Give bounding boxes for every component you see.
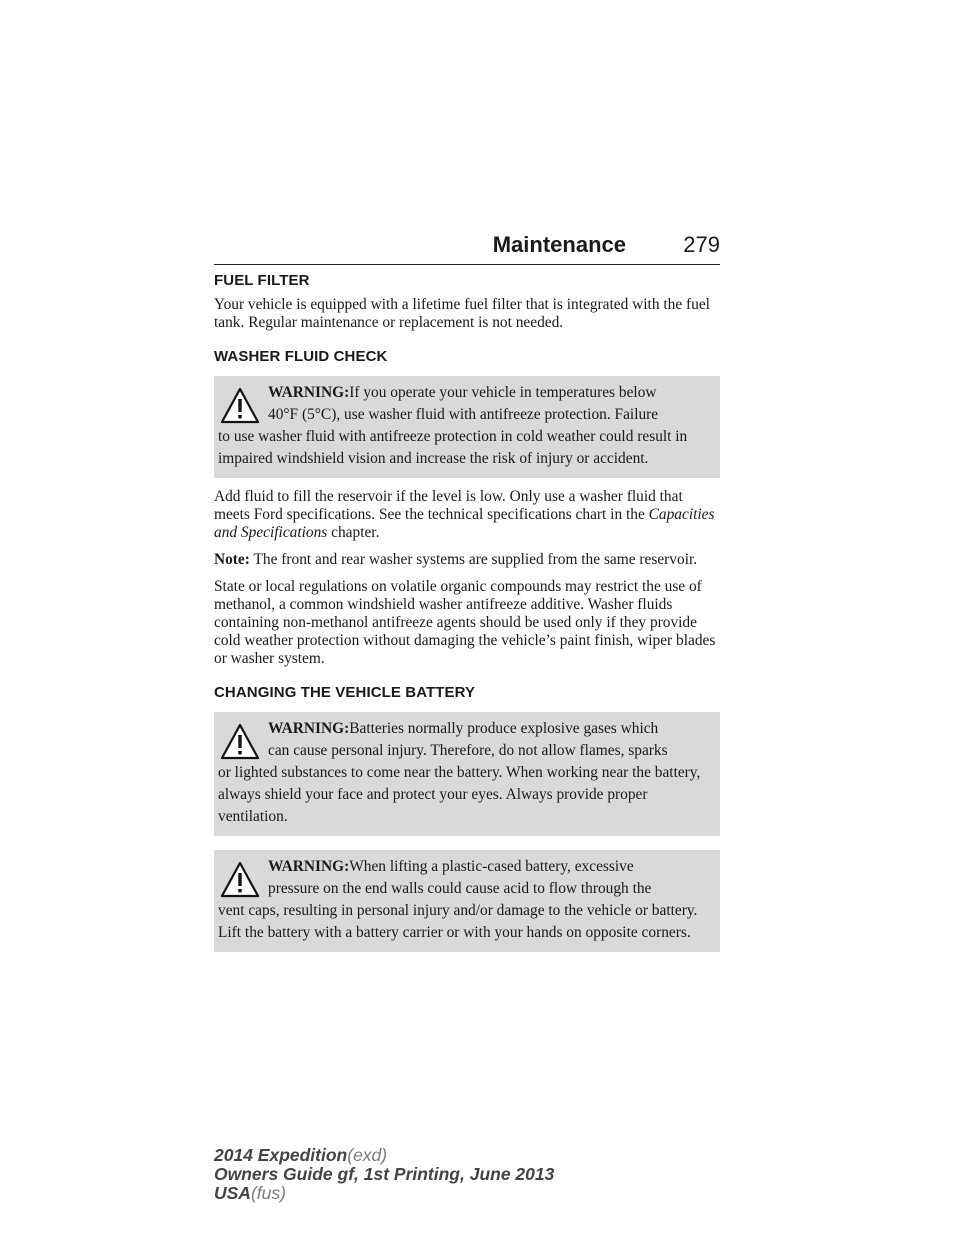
fuel-filter-body: Your vehicle is equipped with a lifetime fuel filter that is integrated with the fuel tank. Regular maintenance or replacement is not needed. [214, 296, 710, 331]
warning-triangle-icon [220, 386, 260, 426]
page-header [214, 228, 720, 265]
footer-region: USA [214, 1183, 251, 1203]
note-paragraph: Note: The front and rear washer systems are supplied from the same reservoir. [214, 551, 698, 568]
warning-text-line2: 40°F (5°C), use washer fluid with antifreeze protection. Failure [268, 406, 659, 423]
warning-label: WARNING: [268, 858, 350, 875]
battery-heading: CHANGING THE VEHICLE BATTERY [214, 684, 476, 701]
chapter-reference: Capacities and Specifications [214, 506, 715, 541]
warning-text-rest: or lighted substances to come near the battery. When working near the battery, always shield your face and protect your eyes. Always provide proper ventilation. [218, 764, 701, 825]
warning-label: WARNING: [268, 384, 350, 401]
section-title: Maintenance [492, 232, 626, 257]
page-number: 279 [683, 232, 720, 257]
warning-text-rest: to use washer fluid with antifreeze protection in cold weather could result in impaired windshield vision and increase the risk of injury or accident. [218, 428, 688, 467]
footer-model: 2014 Expedition [214, 1145, 348, 1165]
warning-text-line1: If you operate your vehicle in temperatures below [349, 384, 657, 401]
note-label: Note: [214, 551, 250, 568]
page-footer [214, 1146, 614, 1203]
footer-model-code: (exd) [347, 1145, 388, 1165]
fuel-filter-heading: FUEL FILTER [214, 272, 310, 289]
footer-guide: Owners Guide gf, 1st Printing, June 2013 [214, 1164, 555, 1184]
washer-fluid-heading: WASHER FLUID CHECK [214, 348, 388, 365]
warning-triangle-icon [220, 722, 260, 762]
battery-warning-box-1: WARNING:Batteries normally produce explosive gases which can cause personal injury. Therefore, do not allow flames, sparks or lighted substances to come near the battery. When working near the battery, always shield your face and protect your eyes. Always provide proper ventilation. [214, 712, 720, 836]
warning-label: WARNING: [268, 720, 350, 737]
footer-region-code: (fus) [250, 1183, 286, 1203]
battery-warning-box-2: WARNING:When lifting a plastic-cased battery, excessive pressure on the end walls could cause acid to flow through the vent caps, resulting in personal injury and/or damage to the vehicle or battery. Lift the battery with a battery carrier or with your hands on opposite corners. [214, 850, 720, 952]
warning-text-rest: vent caps, resulting in personal injury and/or damage to the vehicle or battery. Lift the battery with a battery carrier or with your hands on opposite corners. [218, 902, 698, 941]
page-content [214, 272, 720, 962]
add-fluid-paragraph: Add fluid to fill the reservoir if the level is low. Only use a washer fluid that meets Ford specifications. See the technical specifications chart in the Capacities and Specifications chapter. [214, 488, 715, 541]
watermark: carmanualsonline.info [817, 1222, 954, 1238]
washer-warning-box [214, 376, 720, 478]
warning-triangle-icon [220, 860, 260, 900]
regulations-paragraph: State or local regulations on volatile organic compounds may restrict the use of methanol, a common windshield washer antifreeze additive. Washer fluids containing non-methanol antifreeze agents should be used only if they provide cold weather protection without damaging the vehicle’s paint finish, wiper blades or washer system. [214, 578, 716, 667]
